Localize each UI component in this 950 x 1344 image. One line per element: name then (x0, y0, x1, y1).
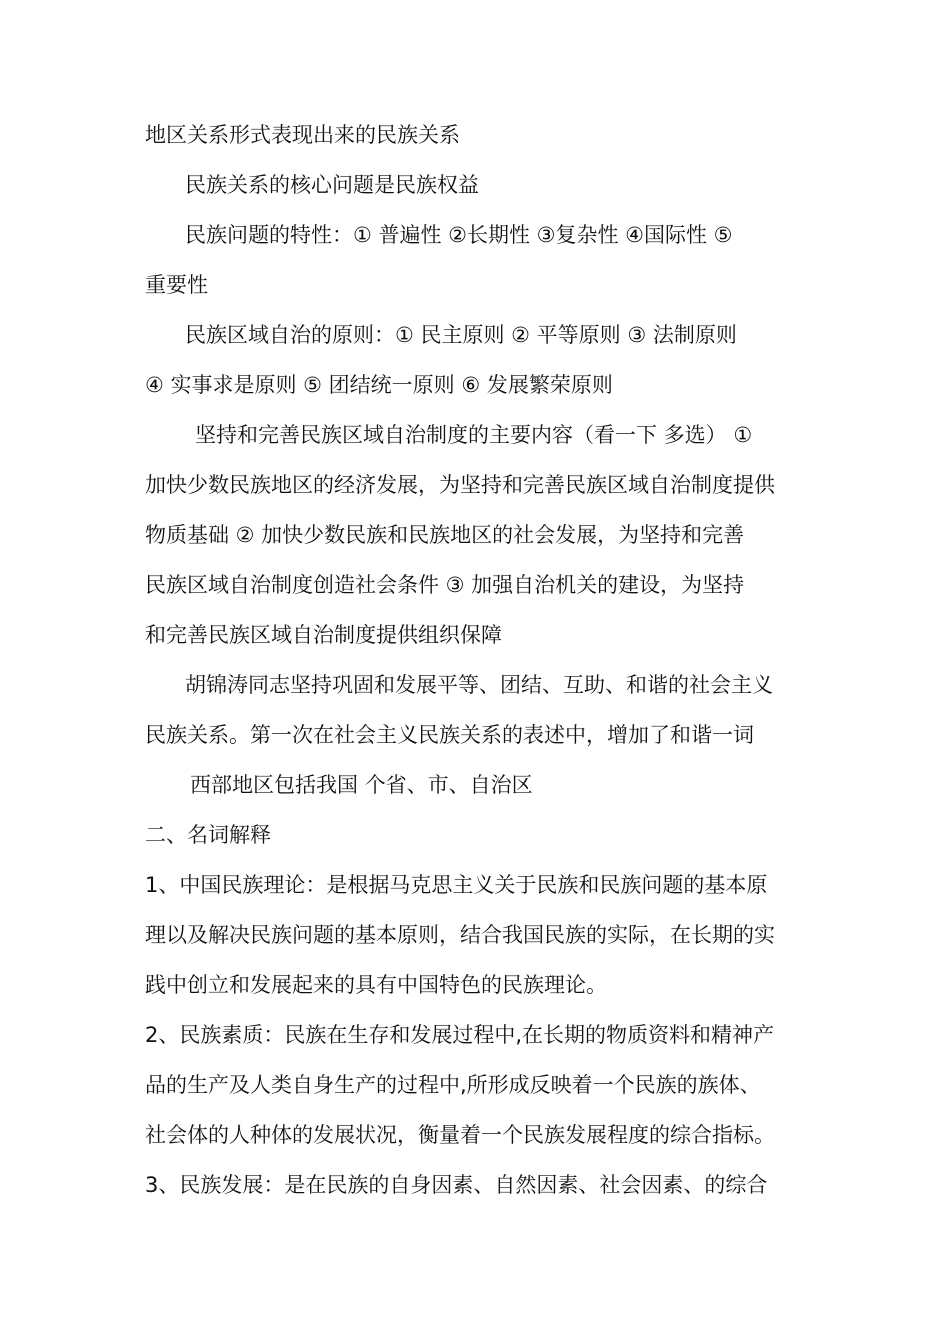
section-heading: 二、名词解释 (145, 823, 271, 847)
text-line: 民族区域自治的原则：① 民主原则 ② 平等原则 ③ 法制原则 (185, 323, 737, 347)
text-line: 物质基础 ② 加快少数民族和民族地区的社会发展，为坚持和完善 (145, 523, 745, 547)
text-line: 社会体的人种体的发展状况，衡量着一个民族发展程度的综合指标。 (145, 1123, 775, 1147)
text-line: 践中创立和发展起来的具有中国特色的民族理论。 (145, 973, 607, 997)
text-line: 胡锦涛同志坚持巩固和发展平等、团结、互助、和谐的社会主义 (185, 673, 773, 697)
text-line: 理以及解决民族问题的基本原则，结合我国民族的实际，在长期的实 (145, 923, 775, 947)
text-line: ④ 实事求是原则 ⑤ 团结统一原则 ⑥ 发展繁荣原则 (145, 373, 613, 397)
text-line: 坚持和完善民族区域自治制度的主要内容（看一下 多选） ① (195, 423, 753, 447)
text-line: 西部地区包括我国 个省、市、自治区 (190, 773, 533, 797)
text-line: 和完善民族区域自治制度提供组织保障 (145, 623, 502, 647)
text-line: 3、民族发展：是在民族的自身因素、自然因素、社会因素、的综合 (145, 1173, 768, 1197)
text-line: 品的生产及人类自身生产的过程中,所形成反映着一个民族的族体、 (145, 1073, 761, 1097)
text-line: 民族问题的特性：① 普遍性 ②长期性 ③复杂性 ④国际性 ⑤ (185, 223, 733, 247)
text-line: 民族关系。第一次在社会主义民族关系的表述中，增加了和谐一词 (145, 723, 754, 747)
text-line: 民族区域自治制度创造社会条件 ③ 加强自治机关的建设，为坚持 (145, 573, 745, 597)
text-line: 加快少数民族地区的经济发展，为坚持和完善民族区域自治制度提供 (145, 473, 775, 497)
text-line: 1、中国民族理论：是根据马克思主义关于民族和民族问题的基本原 (145, 873, 768, 897)
text-line: 地区关系形式表现出来的民族关系 (145, 123, 460, 147)
text-line: 重要性 (145, 273, 208, 297)
text-line: 2、民族素质：民族在生存和发展过程中,在长期的物质资料和精神产 (145, 1023, 775, 1047)
text-line: 民族关系的核心问题是民族权益 (185, 173, 479, 197)
